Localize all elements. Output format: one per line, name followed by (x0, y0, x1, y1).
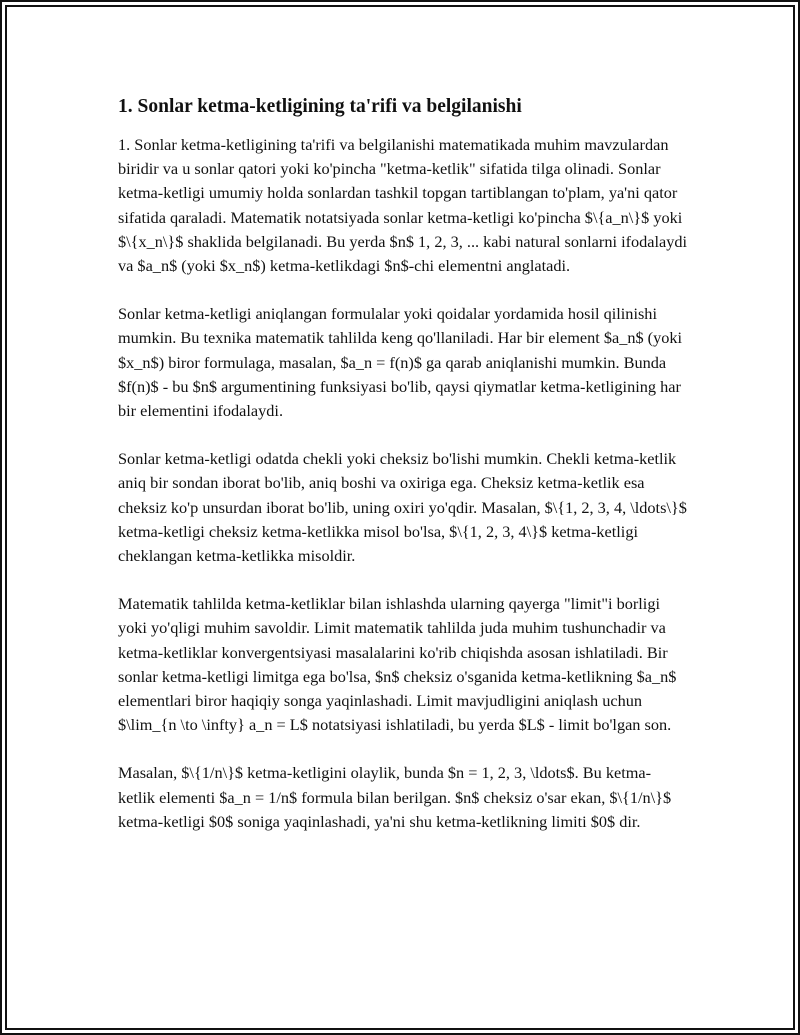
paragraph-limit: Matematik tahlilda ketma-ketliklar bilan ishlashda ularning qayerga "limit"i borligi yoki yo'qligi muhim savoldir. Limit matematik tahlilda juda muhim tushunchadir va ketma-ketliklar konvergentsiyasi masalalarini ko'rib chiqishda asosan ishlatiladi. Bir sonlar ketma-ketligi limitga ega bo'lsa, $n$ cheksiz o'sganida ketma-ketlikning $a_n$ elementlari biror haqiqiy songa yaqinlashadi. Limit mavjudligini aniqlash uchun $\lim_{n \to \infty} a_n = L$ notatsiyasi ishlatiladi, bu yerda $L$ - limit bo'lgan son. (118, 594, 677, 735)
paragraph-definition: 1. Sonlar ketma-ketligining ta'rifi va belgilanishi matematikada muhim mavzulardan biridir va u sonlar qatori yoki ko'pincha "ketma-ketlik" sifatida tilga olinadi. Sonlar ketma-ketligi umumiy holda sonlardan tashkil topgan tartiblangan to'plam, ya'ni qator sifatida qaraladi. Matematik notatsiyada sonlar ketma-ketligi ko'pincha $\{a_n\}$ yoki $\{x_n\}$ shaklida belgilanadi. Bu yerda $n$ 1, 2, 3, ... kabi natural sonlarni ifodalaydi va $a_n$ (yoki $x_n$) ketma-ketlikdagi $n$-chi elementni anglatadi. (118, 135, 688, 276)
document-body (118, 94, 688, 858)
paragraph-example: Masalan, $\{1/n\}$ ketma-ketligini olaylik, bunda $n = 1, 2, 3, \ldots$. Bu ketma-ketlik elementi $a_n = 1/n$ formula bilan berilgan. $n$ cheksiz o'sar ekan, $\{1/n\}$ ketma-ketligi $0$ soniga yaqinlashadi, ya'ni shu ketma-ketlikning limiti $0$ dir. (118, 763, 672, 831)
document-title: 1. Sonlar ketma-ketligining ta'rifi va belgilanishi (118, 96, 522, 117)
paragraph-formula: Sonlar ketma-ketligi aniqlangan formulalar yoki qoidalar yordamida hosil qilinishi mumkin. Bu texnika matematik tahlilda keng qo'llaniladi. Har bir element $a_n$ (yoki $x_n$) biror formulaga, masalan, $a_n = f(n)$ ga qarab aniqlanishi mumkin. Bunda $f(n)$ - bu $n$ argumentining funksiyasi bo'lib, qaysi qiymatlar ketma-ketligining har bir elementini ifodalaydi. (118, 304, 683, 421)
paragraph-finite-infinite: Sonlar ketma-ketligi odatda chekli yoki cheksiz bo'lishi mumkin. Chekli ketma-ketlik aniq bir sondan iborat bo'lib, aniq boshi va oxiriga ega. Cheksiz ketma-ketlik esa cheksiz ko'p unsurdan iborat bo'lib, uning oxiri yo'qdir. Masalan, $\{1, 2, 3, 4, \ldots\}$ ketma-ketligi cheksiz ketma-ketlikka misol bo'lsa, $\{1, 2, 3, 4\}$ ketma-ketligi cheklangan ketma-ketlikka misoldir. (118, 449, 687, 566)
